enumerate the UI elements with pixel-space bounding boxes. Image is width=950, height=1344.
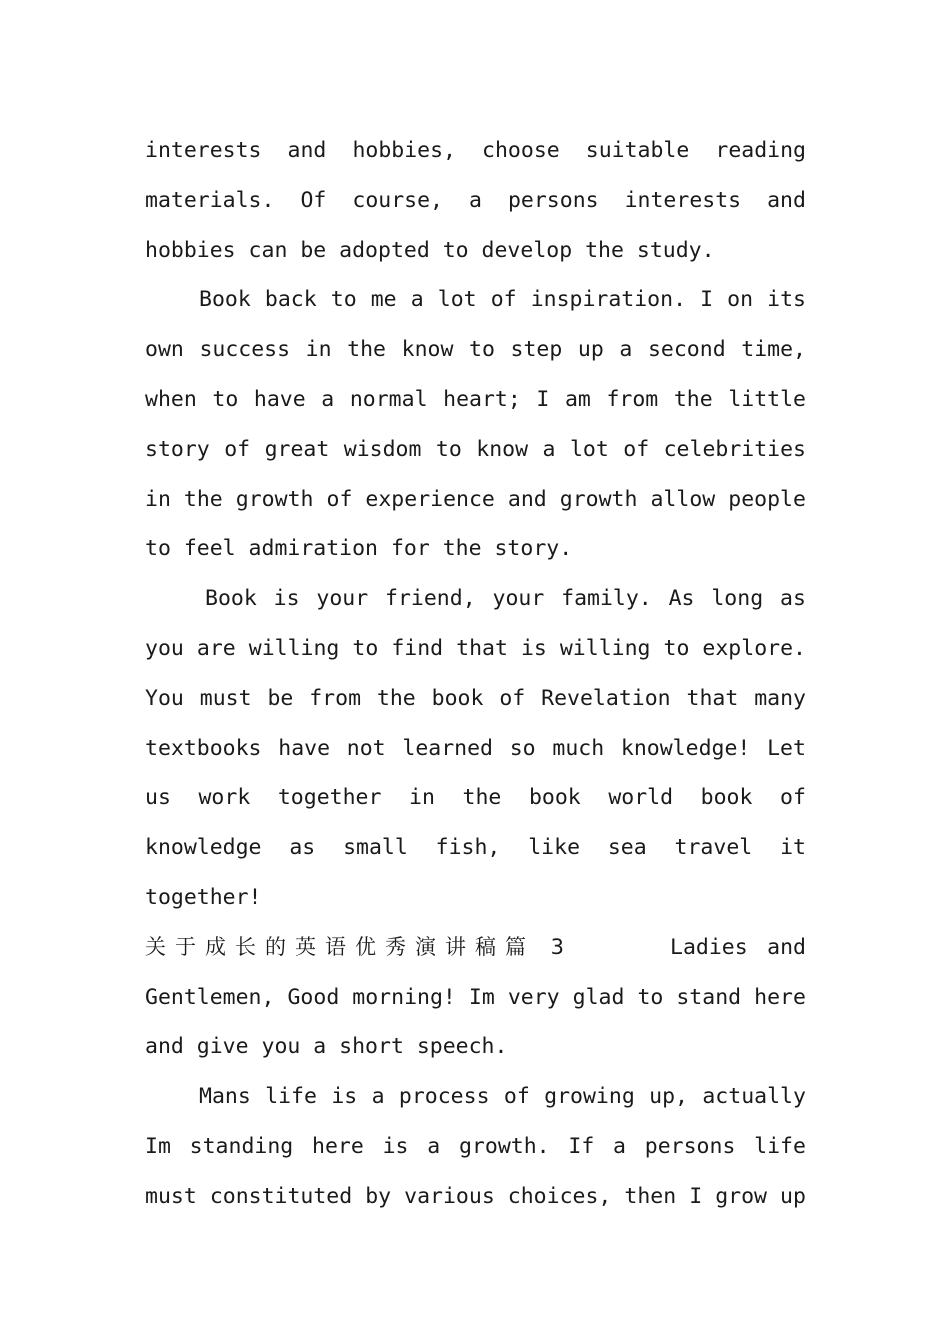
word: willing <box>559 635 651 661</box>
word: is <box>382 1133 409 1159</box>
word: If <box>568 1133 595 1159</box>
word: in <box>145 486 171 512</box>
word: of <box>490 287 517 313</box>
word: actually <box>702 1084 806 1110</box>
word: choose <box>482 138 560 163</box>
word: up, <box>649 1084 688 1110</box>
word: textbooks <box>145 735 262 761</box>
text-line <box>145 724 806 774</box>
word: and <box>767 187 806 213</box>
word: to <box>637 984 664 1010</box>
word: of <box>499 685 526 711</box>
word: little <box>728 386 806 412</box>
word: book <box>700 785 753 811</box>
text-line <box>145 325 806 375</box>
word: Revelation <box>541 685 671 711</box>
word: is <box>520 635 547 661</box>
text-line: together! <box>145 884 262 910</box>
word: the <box>347 337 387 363</box>
word: Book <box>199 287 251 313</box>
word: to <box>469 337 495 363</box>
text-line <box>145 773 806 823</box>
word: Book <box>205 586 257 612</box>
word: on <box>727 287 754 313</box>
word: life <box>265 1084 317 1110</box>
word: celebrities <box>663 436 806 462</box>
word: family. <box>561 586 652 612</box>
word: constituted <box>209 1183 353 1209</box>
word: knowledge! <box>620 735 751 761</box>
word: it <box>780 835 806 861</box>
word: me <box>370 287 397 313</box>
word: much <box>552 735 605 761</box>
word: find <box>391 635 444 661</box>
word: growing <box>544 1084 635 1110</box>
word: step <box>510 337 563 363</box>
word: inspiration. <box>530 287 687 313</box>
word: and <box>287 138 327 163</box>
word: stand <box>676 984 742 1010</box>
word: your <box>316 586 369 612</box>
word: am <box>564 386 591 412</box>
word: together <box>277 785 382 811</box>
word: I <box>536 386 550 412</box>
word: here <box>312 1133 364 1159</box>
word: reading <box>715 138 806 163</box>
word: of <box>503 1084 530 1110</box>
word: in <box>305 337 332 363</box>
word: to <box>663 635 690 661</box>
word: interests <box>145 138 262 163</box>
word: long <box>711 586 764 612</box>
word: As <box>668 586 695 612</box>
word: many <box>754 685 806 711</box>
word: to <box>212 386 239 412</box>
word: must <box>145 1183 197 1209</box>
word: You <box>145 685 184 711</box>
word: from <box>606 386 659 412</box>
word: growth. <box>458 1133 550 1159</box>
text-line <box>145 475 806 525</box>
word: hobbies, <box>352 138 456 163</box>
word: Im <box>468 984 495 1010</box>
word: a <box>410 287 424 313</box>
text-block-before-heading <box>145 126 806 923</box>
text-line <box>145 973 806 1023</box>
word: process <box>398 1084 490 1110</box>
word: as <box>780 586 806 612</box>
word: course, <box>352 187 443 213</box>
word: people <box>728 486 806 512</box>
word: as <box>289 835 316 861</box>
word: experience <box>365 486 495 512</box>
word: then <box>624 1183 677 1209</box>
word: great <box>264 436 330 462</box>
word: lot <box>569 436 609 462</box>
word: here <box>754 984 806 1010</box>
word: is <box>273 586 300 612</box>
text-line <box>145 126 806 176</box>
word: heart; <box>443 386 521 412</box>
word: sea <box>607 835 647 861</box>
word: is <box>331 1084 358 1110</box>
section-heading-trailing-text <box>670 923 806 973</box>
word: fish, <box>435 835 501 861</box>
word: us <box>145 785 171 811</box>
word: success <box>199 337 291 363</box>
word: time, <box>741 337 806 363</box>
word: travel <box>674 835 753 861</box>
word: that <box>456 635 508 661</box>
word: second <box>647 337 726 363</box>
section-heading-title: 关于成长的英语优秀演讲稿篇 3 <box>145 934 574 959</box>
word: like <box>528 835 581 861</box>
word: when <box>145 386 197 412</box>
word: explore. <box>702 635 806 661</box>
word: very <box>507 984 560 1010</box>
word: a <box>613 1133 626 1159</box>
word: your <box>492 586 545 612</box>
word: standing <box>189 1133 294 1159</box>
word: Of <box>300 187 327 213</box>
word: that <box>686 685 739 711</box>
word: small <box>343 835 408 861</box>
text-line <box>145 375 806 425</box>
word: the <box>376 685 416 711</box>
word: a <box>371 1084 385 1110</box>
text-line <box>145 1172 806 1222</box>
word: allow <box>650 486 716 512</box>
word: and <box>767 934 806 960</box>
word: know <box>401 337 454 363</box>
word: Gentlemen, <box>145 984 275 1010</box>
word: suitable <box>585 138 690 163</box>
word: up <box>780 1183 806 1209</box>
word: have <box>278 735 331 761</box>
word: growth <box>559 486 638 512</box>
text-line: and give you a short speech. <box>145 1034 508 1060</box>
word: the <box>183 486 223 512</box>
word: lot <box>437 287 477 313</box>
word: book <box>528 785 581 811</box>
word: Mans <box>199 1084 251 1110</box>
word: not <box>346 735 386 761</box>
text-line <box>145 1072 806 1122</box>
text-line <box>145 674 806 724</box>
word: book <box>431 685 484 711</box>
word: Ladies <box>670 934 748 960</box>
word: by <box>365 1183 392 1209</box>
word: choices, <box>507 1183 612 1209</box>
word: the <box>462 785 502 811</box>
word: morning! <box>352 984 456 1010</box>
word: wisdom <box>343 436 422 462</box>
word: world <box>608 785 674 811</box>
word: back <box>264 287 317 313</box>
word: be <box>267 685 294 711</box>
word: a <box>469 187 482 213</box>
text-block-after-heading <box>145 973 806 1222</box>
word: willing <box>248 635 340 661</box>
word: its <box>767 287 806 313</box>
word: must <box>199 685 252 711</box>
word: in <box>409 785 435 811</box>
text-line <box>145 624 806 674</box>
word: to <box>352 635 379 661</box>
word: Im <box>145 1133 171 1159</box>
word: story <box>145 436 210 462</box>
word: grow <box>715 1183 767 1209</box>
text-line <box>145 176 806 226</box>
word: so <box>509 735 536 761</box>
word: of <box>780 785 806 811</box>
word: work <box>198 785 251 811</box>
word: Let <box>767 735 806 761</box>
text-line <box>145 1122 806 1172</box>
word: glad <box>572 984 625 1010</box>
word: of <box>224 436 251 462</box>
text-line <box>145 425 806 475</box>
text-line: hobbies can be adopted to develop the study. <box>145 237 715 263</box>
text-line <box>145 574 806 624</box>
word: I <box>700 287 714 313</box>
word: own <box>145 337 184 363</box>
word: Good <box>287 984 340 1010</box>
word: a <box>619 337 633 363</box>
word: I <box>689 1183 703 1209</box>
word: interests <box>624 187 742 213</box>
word: a <box>542 436 556 462</box>
word: to <box>330 287 357 313</box>
word: from <box>309 685 362 711</box>
word: knowledge <box>145 835 262 861</box>
word: normal <box>349 386 428 412</box>
word: are <box>196 635 236 661</box>
word: to <box>435 436 462 462</box>
word: a <box>427 1133 441 1159</box>
section-heading <box>145 923 806 973</box>
word: persons <box>507 187 599 213</box>
text-line <box>145 823 806 873</box>
word: learned <box>402 735 493 761</box>
word: of <box>326 486 353 512</box>
word: up <box>577 337 604 363</box>
word: friend, <box>385 586 476 612</box>
word: persons <box>644 1133 736 1159</box>
word: have <box>253 386 306 412</box>
word: the <box>673 386 713 412</box>
word: a <box>321 386 335 412</box>
word: and <box>507 486 547 512</box>
word: know <box>476 436 529 462</box>
word: you <box>145 635 184 661</box>
text-line <box>145 275 806 325</box>
text-line: to feel admiration for the story. <box>145 536 573 562</box>
word: various <box>404 1183 495 1209</box>
word: of <box>623 436 650 462</box>
document-page <box>145 126 806 1222</box>
word: life <box>754 1133 806 1159</box>
word: growth <box>235 486 314 512</box>
word: materials. <box>145 187 275 213</box>
